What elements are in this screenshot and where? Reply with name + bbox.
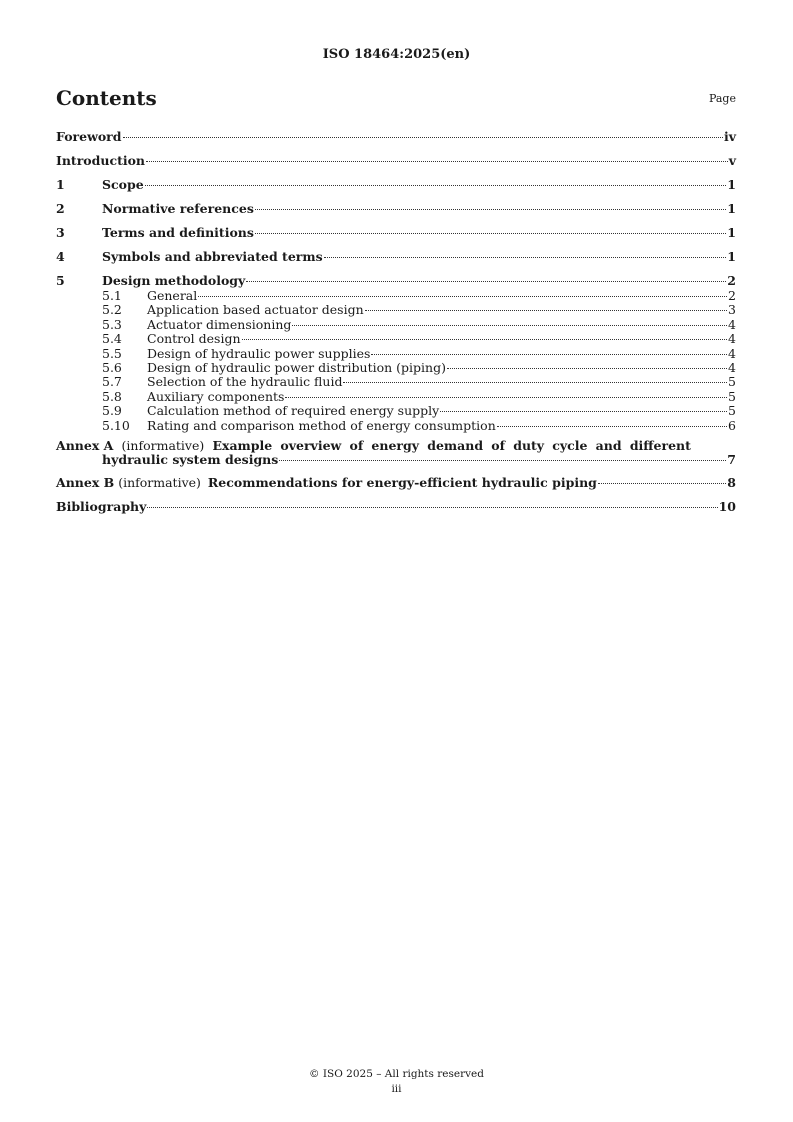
leader-dots xyxy=(371,354,727,355)
toc-entry-terms-definitions[interactable] xyxy=(56,225,736,241)
annex-a-word: and xyxy=(595,438,622,454)
toc-subentry-page: 5 xyxy=(728,403,736,419)
toc-entry-page: v xyxy=(728,153,736,168)
leader-dots xyxy=(198,296,727,297)
toc-entry-label: Terms and definitions xyxy=(102,225,254,240)
toc-entry-annex-b[interactable] xyxy=(56,475,736,491)
contents-title: Contents xyxy=(56,86,157,110)
toc-subentry[interactable] xyxy=(56,375,736,389)
toc-subentry-number: 5.4 xyxy=(102,331,122,347)
annex-b-page: 8 xyxy=(727,475,736,491)
toc-entry-page: 1 xyxy=(727,225,736,240)
toc-subentry[interactable] xyxy=(56,390,736,404)
toc-subentry-number: 5.2 xyxy=(102,302,122,318)
toc-subentry-page: 4 xyxy=(728,360,736,376)
annex-a-name: Annex A xyxy=(56,438,114,454)
toc-entry-page: 1 xyxy=(727,249,736,264)
toc-entry-page: 2 xyxy=(727,273,736,288)
toc-entry-page: 1 xyxy=(727,201,736,216)
toc-subentry-page: 4 xyxy=(728,345,736,361)
annex-a-word: demand xyxy=(427,438,484,454)
annex-a-word: duty xyxy=(513,438,545,454)
toc-subentry-label: Control design xyxy=(147,331,241,347)
toc-subentry-label: Design of hydraulic power distribution (piping) xyxy=(147,360,446,376)
toc-subentry-number: 5.10 xyxy=(102,417,130,433)
toc-subentry-label: Rating and comparison method of energy consumption xyxy=(147,417,496,433)
toc-subentry-label: Calculation method of required energy supply xyxy=(147,403,440,419)
toc-subentry-page: 2 xyxy=(728,288,736,303)
annex-a-word: overview xyxy=(280,438,342,454)
toc-subentry[interactable] xyxy=(56,332,736,346)
copyright-notice: © ISO 2025 – All rights reserved xyxy=(309,1068,484,1080)
annex-a-word: cycle xyxy=(552,438,588,454)
annex-a-page: 7 xyxy=(727,452,736,468)
toc-subentry-number: 5.8 xyxy=(102,388,122,404)
toc-entry-page: 1 xyxy=(727,177,736,192)
toc-subentry-label: Auxiliary components xyxy=(147,388,285,404)
toc-subentry-page: 4 xyxy=(728,331,736,347)
toc-entry-design-methodology[interactable] xyxy=(56,273,736,289)
toc-subentry-label: Selection of the hydraulic fluid xyxy=(147,374,343,390)
toc-subentry-page: 4 xyxy=(728,316,736,332)
toc-subentry-page: 6 xyxy=(728,417,736,433)
toc-subentry-page: 5 xyxy=(728,374,736,390)
toc-subentry-number: 5.7 xyxy=(102,374,122,390)
leader-dots xyxy=(147,507,717,508)
toc-entry-foreword[interactable] xyxy=(56,129,736,145)
toc-entry-number: 2 xyxy=(56,201,65,216)
toc-subentry-label: Actuator dimensioning xyxy=(147,316,292,332)
toc-entry-label: Scope xyxy=(102,177,144,192)
leader-dots xyxy=(343,382,727,383)
page-number: iii xyxy=(391,1083,402,1095)
leader-dots xyxy=(145,185,727,186)
toc-subentry-number: 5.1 xyxy=(102,288,122,303)
toc-subentry[interactable] xyxy=(56,303,736,317)
leader-dots xyxy=(255,233,726,234)
annex-a-type: (informative) xyxy=(121,438,205,454)
leader-dots xyxy=(246,281,726,282)
annex-a-line2 xyxy=(56,453,736,467)
page-footer xyxy=(0,1067,793,1097)
toc-subentry-number: 5.5 xyxy=(102,345,122,361)
table-of-contents xyxy=(56,129,736,523)
toc-entry-bibliography[interactable] xyxy=(56,499,736,515)
toc-entry-number: 4 xyxy=(56,249,65,264)
toc-subentry[interactable] xyxy=(56,289,736,303)
annex-a-word: energy xyxy=(371,438,420,454)
toc-subentry-label: General xyxy=(147,288,198,303)
leader-dots xyxy=(292,325,727,326)
toc-subentry-number: 5.3 xyxy=(102,316,122,332)
annex-b-title: Recommendations for energy-efficient hydraulic piping xyxy=(207,475,597,491)
toc-entry-page: iv xyxy=(723,129,736,144)
leader-dots xyxy=(242,339,728,340)
annex-b-type: (informative) xyxy=(118,475,201,491)
annex-a-word: of xyxy=(491,438,505,454)
annex-b-name: Annex B xyxy=(56,475,115,491)
leader-dots xyxy=(146,161,728,162)
toc-entry-number: 3 xyxy=(56,225,65,240)
toc-entry-label: Bibliography xyxy=(56,499,147,515)
page-column-label: Page xyxy=(708,92,736,105)
toc-entry-label: Introduction xyxy=(56,153,146,168)
leader-dots xyxy=(598,483,726,484)
leader-dots xyxy=(365,310,727,311)
annex-a-word: different xyxy=(629,438,691,454)
annex-a-title-line2: hydraulic system designs xyxy=(102,452,279,468)
annex-a-line1 xyxy=(56,439,691,453)
toc-entry-symbols[interactable] xyxy=(56,249,736,265)
leader-dots xyxy=(447,368,727,369)
leader-dots xyxy=(497,426,727,427)
annex-a-word: Example xyxy=(212,438,273,454)
toc-entry-introduction[interactable] xyxy=(56,153,736,169)
toc-subentry[interactable] xyxy=(56,361,736,375)
annex-a-word: of xyxy=(349,438,364,454)
toc-subentry[interactable] xyxy=(56,347,736,361)
toc-entry-label: Foreword xyxy=(56,129,122,144)
toc-subentry-number: 5.6 xyxy=(102,360,122,376)
toc-subentry-page: 3 xyxy=(728,302,736,318)
leader-dots xyxy=(440,411,727,412)
toc-entry-label: Symbols and abbreviated terms xyxy=(102,249,323,264)
leader-dots xyxy=(285,397,727,398)
leader-dots xyxy=(279,460,726,461)
toc-entry-page: 10 xyxy=(718,499,736,515)
leader-dots xyxy=(255,209,726,210)
leader-dots xyxy=(324,257,727,258)
toc-entry-label: Design methodology xyxy=(102,273,246,288)
leader-dots xyxy=(123,137,723,138)
toc-subentry[interactable] xyxy=(56,318,736,332)
toc-subentry-page: 5 xyxy=(728,388,736,404)
toc-subentry-label: Application based actuator design xyxy=(147,302,364,318)
toc-entry-label: Normative references xyxy=(102,201,254,216)
toc-entry-number: 1 xyxy=(56,177,65,192)
toc-entry-annex-a[interactable] xyxy=(56,439,736,467)
toc-entry-scope[interactable] xyxy=(56,177,736,193)
toc-subentry[interactable] xyxy=(56,404,736,418)
toc-subentry-number: 5.9 xyxy=(102,403,122,419)
toc-entry-normative-references[interactable] xyxy=(56,201,736,217)
toc-subentry-label: Design of hydraulic power supplies xyxy=(147,345,371,361)
document-header: ISO 18464:2025(en) xyxy=(322,47,471,62)
toc-entry-number: 5 xyxy=(56,273,65,288)
toc-subentry[interactable] xyxy=(56,419,736,433)
